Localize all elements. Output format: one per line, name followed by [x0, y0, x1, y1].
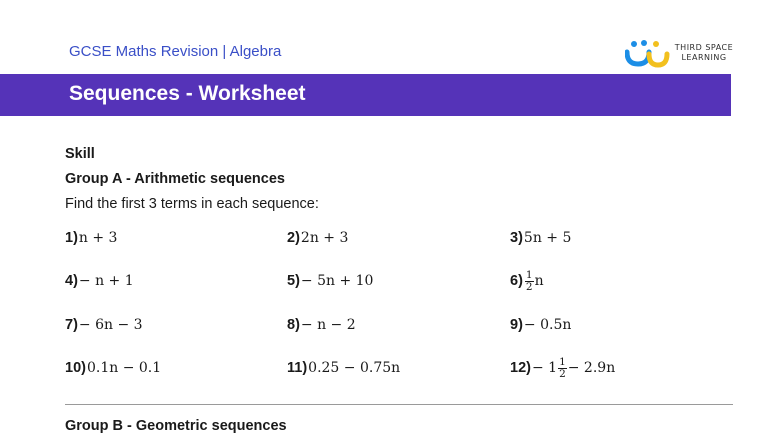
logo-dot-blue-2	[641, 40, 647, 46]
question-11	[287, 356, 400, 380]
question-expression: 5n + 5	[523, 230, 572, 246]
logo-smile-yellow	[649, 54, 667, 65]
logo-mark-icon	[625, 38, 671, 70]
group-b-heading: Group B - Geometric sequences	[65, 418, 287, 434]
group-a-heading: Group A - Arithmetic sequences	[65, 171, 285, 187]
expression-after-fraction: n	[534, 273, 544, 289]
group-a-instruction: Find the first 3 terms in each sequence:	[65, 196, 319, 212]
question-3	[510, 226, 571, 250]
question-6	[510, 269, 544, 293]
question-number: 12)	[510, 360, 531, 376]
question-expression: 0.1n − 0.1	[86, 360, 162, 376]
logo-line-1: THIRD SPACE	[674, 43, 734, 52]
question-number: 2)	[287, 230, 300, 246]
section-skill-heading: Skill	[65, 146, 95, 162]
question-expression: 2n + 3	[300, 230, 349, 246]
section-divider	[65, 404, 733, 405]
question-number: 5)	[287, 273, 300, 289]
fraction-denominator: 2	[559, 367, 566, 380]
page-subtitle: GCSE Maths Revision | Algebra	[69, 43, 282, 60]
question-9	[510, 313, 571, 337]
question-1	[65, 226, 117, 250]
question-8	[287, 313, 356, 337]
question-7	[65, 313, 143, 337]
question-number: 10)	[65, 360, 86, 376]
logo-dot-yellow	[653, 41, 659, 47]
third-space-learning-logo	[625, 38, 735, 70]
question-number: 1)	[65, 230, 78, 246]
question-expression: − 6n − 3	[78, 317, 143, 333]
question-10	[65, 356, 161, 380]
logo-dot-blue-1	[631, 41, 637, 47]
question-expression: − 5n + 10	[300, 273, 374, 289]
question-expression: 0.25 − 0.75n	[308, 360, 401, 376]
title-banner	[0, 74, 731, 116]
expression-after-fraction: − 2.9n	[567, 360, 616, 376]
logo-smile-blue	[627, 52, 649, 64]
question-2	[287, 226, 348, 250]
fraction-numerator: 1	[559, 355, 566, 368]
question-expression: n + 3	[78, 230, 118, 246]
fraction	[558, 357, 567, 380]
question-number: 11)	[287, 360, 308, 376]
question-5	[287, 269, 373, 293]
question-4	[65, 269, 134, 293]
question-expression	[524, 270, 544, 293]
question-expression	[532, 357, 615, 380]
fraction	[525, 270, 534, 293]
worksheet-title: Sequences - Worksheet	[69, 82, 306, 105]
question-number: 4)	[65, 273, 78, 289]
logo-line-2: LEARNING	[681, 53, 727, 62]
question-number: 8)	[287, 317, 300, 333]
question-number: 9)	[510, 317, 523, 333]
question-number: 3)	[510, 230, 523, 246]
question-number: 7)	[65, 317, 78, 333]
question-number: 6)	[510, 273, 523, 289]
fraction-numerator: 1	[525, 268, 533, 281]
question-12	[510, 356, 615, 380]
logo-wordmark	[673, 43, 735, 63]
question-expression: − n + 1	[78, 273, 134, 289]
question-expression: − 0.5n	[523, 317, 572, 333]
expression-before-fraction: − 1	[531, 360, 558, 376]
question-expression: − n − 2	[300, 317, 356, 333]
fraction-denominator: 2	[525, 280, 533, 293]
